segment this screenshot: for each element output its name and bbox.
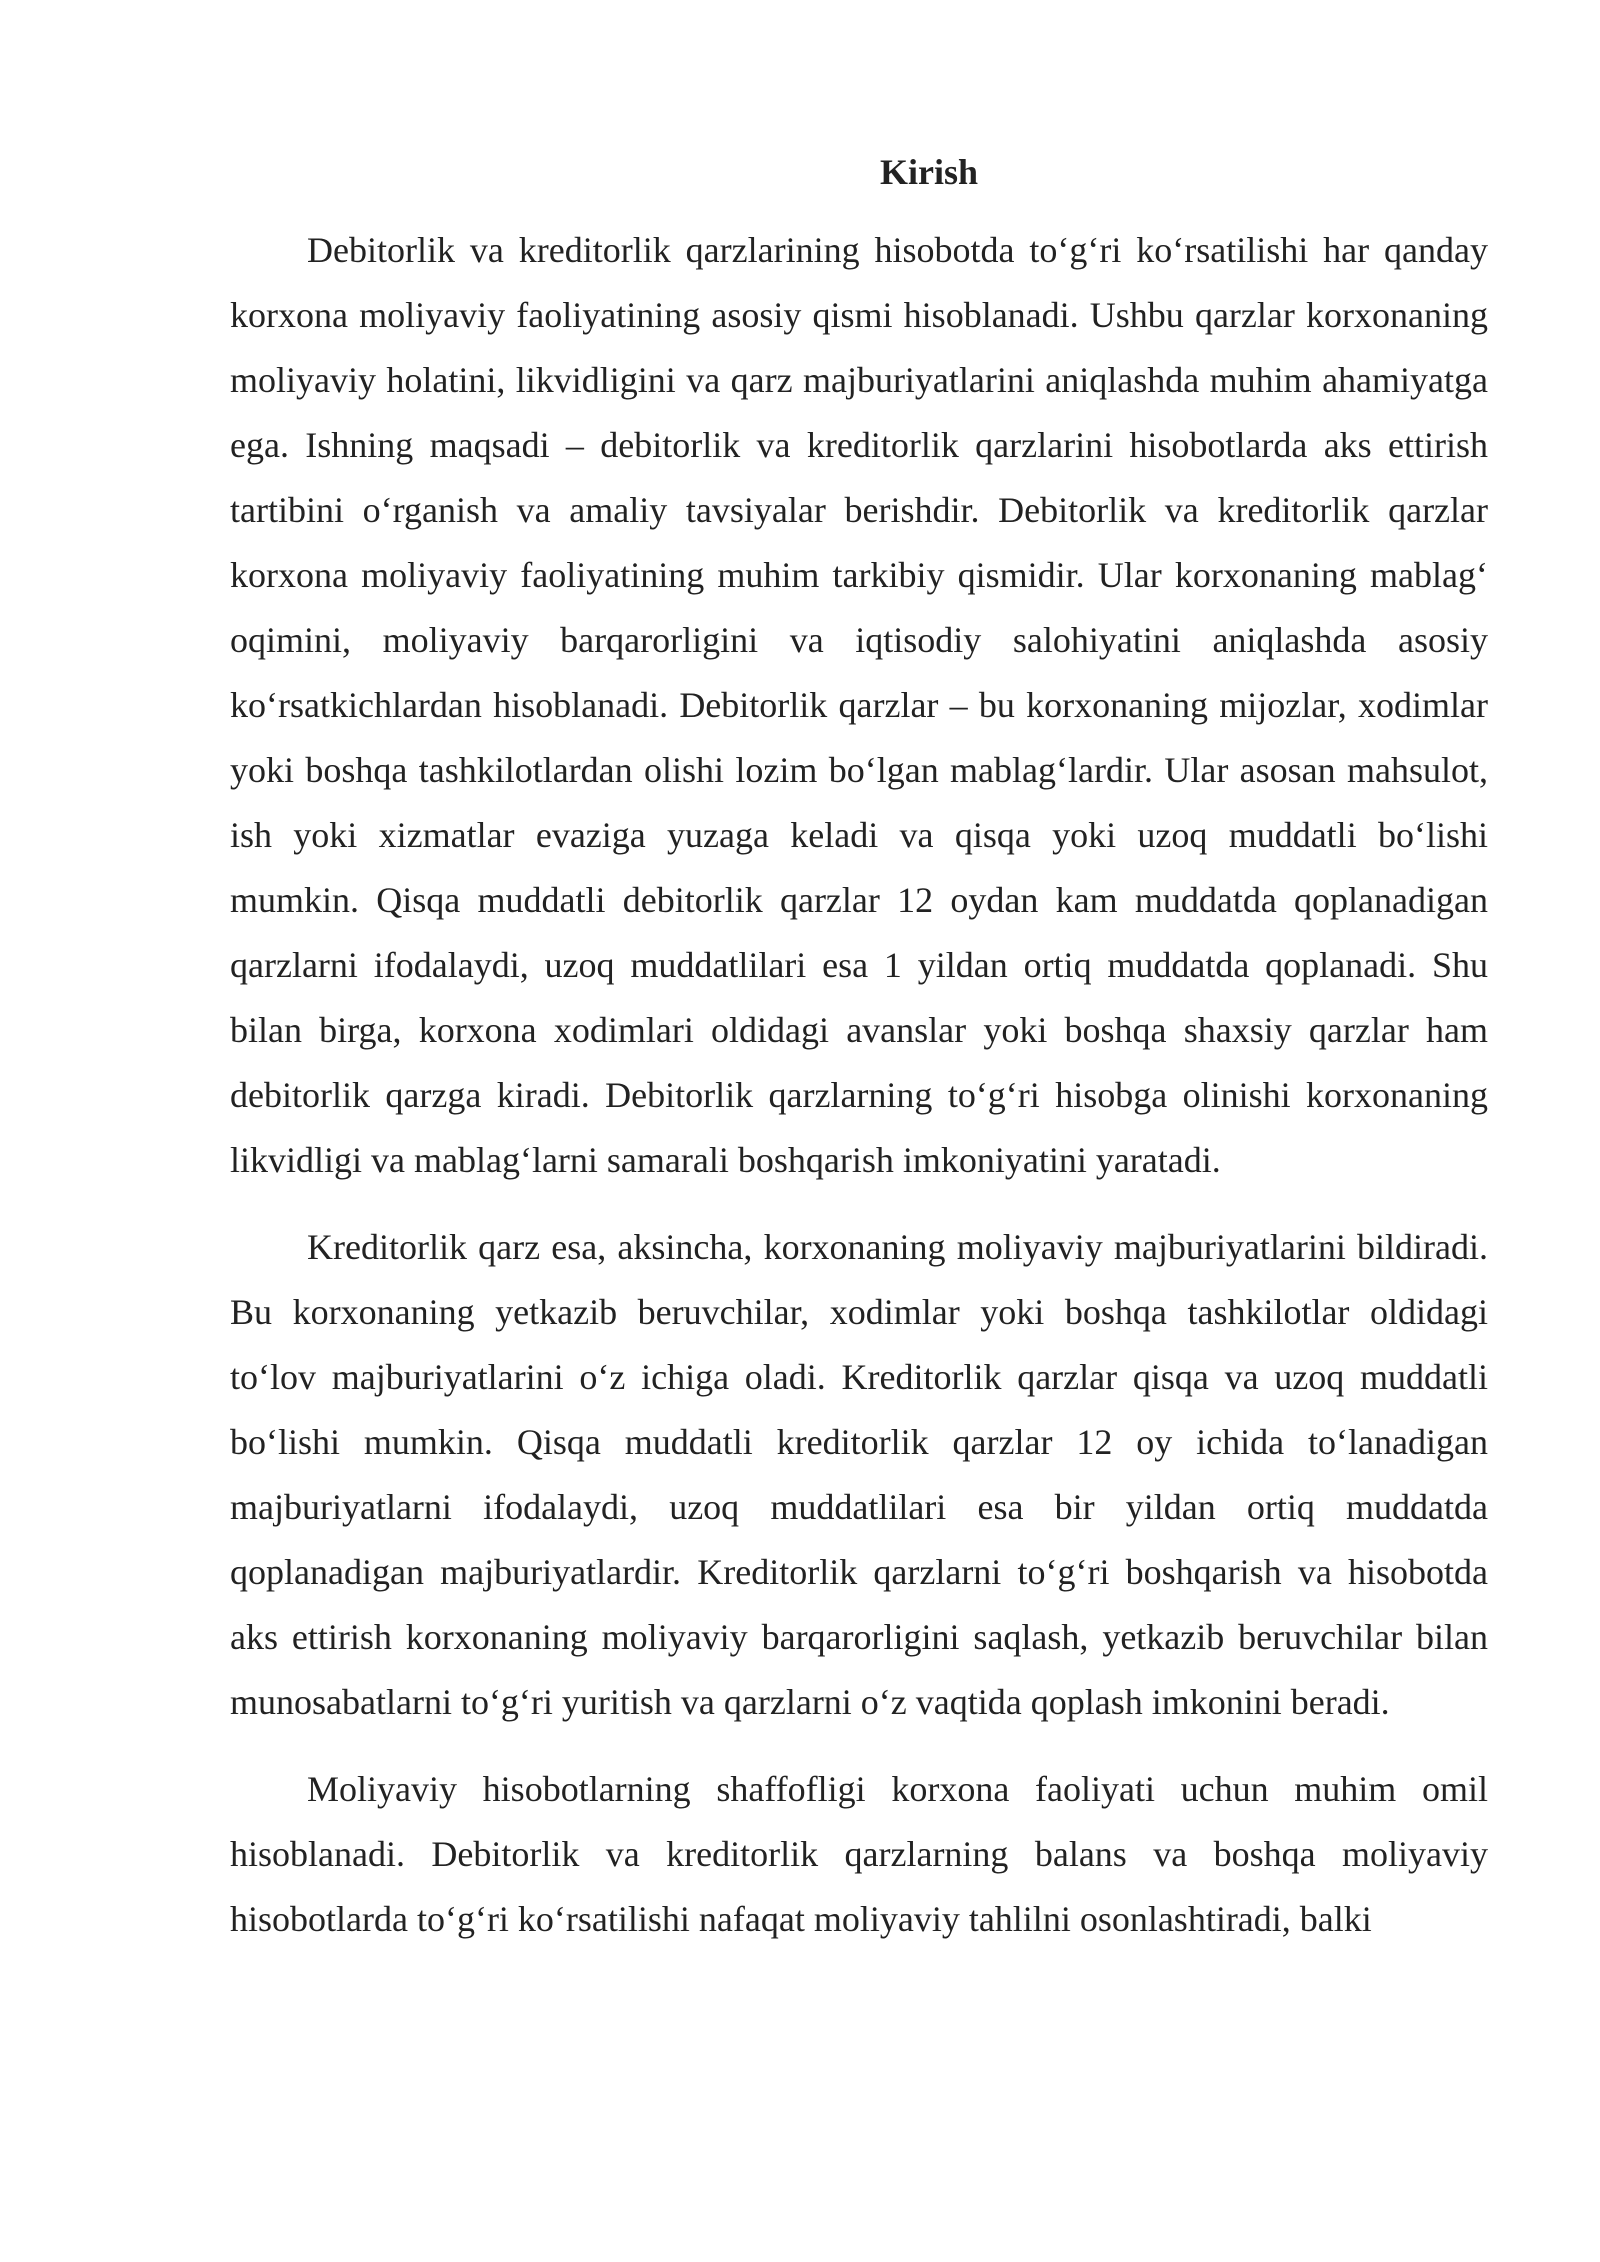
document-body xyxy=(230,140,1488,1974)
paragraph-1: Debitorlik va kreditorlik qarzlarining hisobotda to‘g‘ri ko‘rsatilishi har qanday korxona moliyaviy faoliyatining asosiy qismi hisoblanadi. Ushbu qarzlar korxonaning moliyaviy holatini, likvidligini va qarz majburiyatlarini aniqlashda muhim ahamiyatga ega. Ishning maqsadi – debitorlik va kreditorlik qarzlarini hisobotlarda aks ettirish tartibini o‘rganish va amaliy tavsiyalar berishdir. Debitorlik va kreditorlik qarzlar korxona moliyaviy faoliyatining muhim tarkibiy qismidir. Ular korxonaning mablag‘ oqimini, moliyaviy barqarorligini va iqtisodiy salohiyatini aniqlashda asosiy ko‘rsatkichlardan hisoblanadi. Debitorlik qarzlar – bu korxonaning mijozlar, xodimlar yoki boshqa tashkilotlardan olishi lozim bo‘lgan mablag‘lardir. Ular asosan mahsulot, ish yoki xizmatlar evaziga yuzaga keladi va qisqa yoki uzoq muddatli bo‘lishi mumkin. Qisqa muddatli debitorlik qarzlar 12 oydan kam muddatda qoplanadigan qarzlarni ifodalaydi, uzoq muddatlilari esa 1 yildan ortiq muddatda qoplanadi. Shu bilan birga, korxona xodimlari oldidagi avanslar yoki boshqa shaxsiy qarzlar ham debitorlik qarzga kiradi. Debitorlik qarzlarning to‘g‘ri hisobga olinishi korxonaning likvidligi va mablag‘larni samarali boshqarish imkoniyatini yaratadi. xyxy=(230,230,1488,1180)
paragraph-3: Moliyaviy hisobotlarning shaffofligi korxona faoliyati uchun muhim omil hisoblanadi. Debitorlik va kreditorlik qarzlarning balans va boshqa moliyaviy hisobotlarda to‘g‘ri ko‘rsatilishi nafaqat moliyaviy tahlilni osonlashtiradi, balki xyxy=(230,1769,1488,1939)
paragraph-2: Kreditorlik qarz esa, aksincha, korxonaning moliyaviy majburiyatlarini bildiradi. Bu korxonaning yetkazib beruvchilar, xodimlar yoki boshqa tashkilotlar oldidagi to‘lov majburiyatlarini o‘z ichiga oladi. Kreditorlik qarzlar qisqa va uzoq muddatli bo‘lishi mumkin. Qisqa muddatli kreditorlik qarzlar 12 oy ichida to‘lanadigan majburiyatlarni ifodalaydi, uzoq muddatlilari esa bir yildan ortiq muddatda qoplanadigan majburiyatlardir. Kreditorlik qarzlarni to‘g‘ri boshqarish va hisobotda aks ettirish korxonaning moliyaviy barqarorligini saqlash, yetkazib beruvchilar bilan munosabatlarni to‘g‘ri yuritish va qarzlarni o‘z vaqtida qoplash imkonini beradi. xyxy=(230,1227,1488,1722)
page-title: Kirish xyxy=(879,152,978,192)
